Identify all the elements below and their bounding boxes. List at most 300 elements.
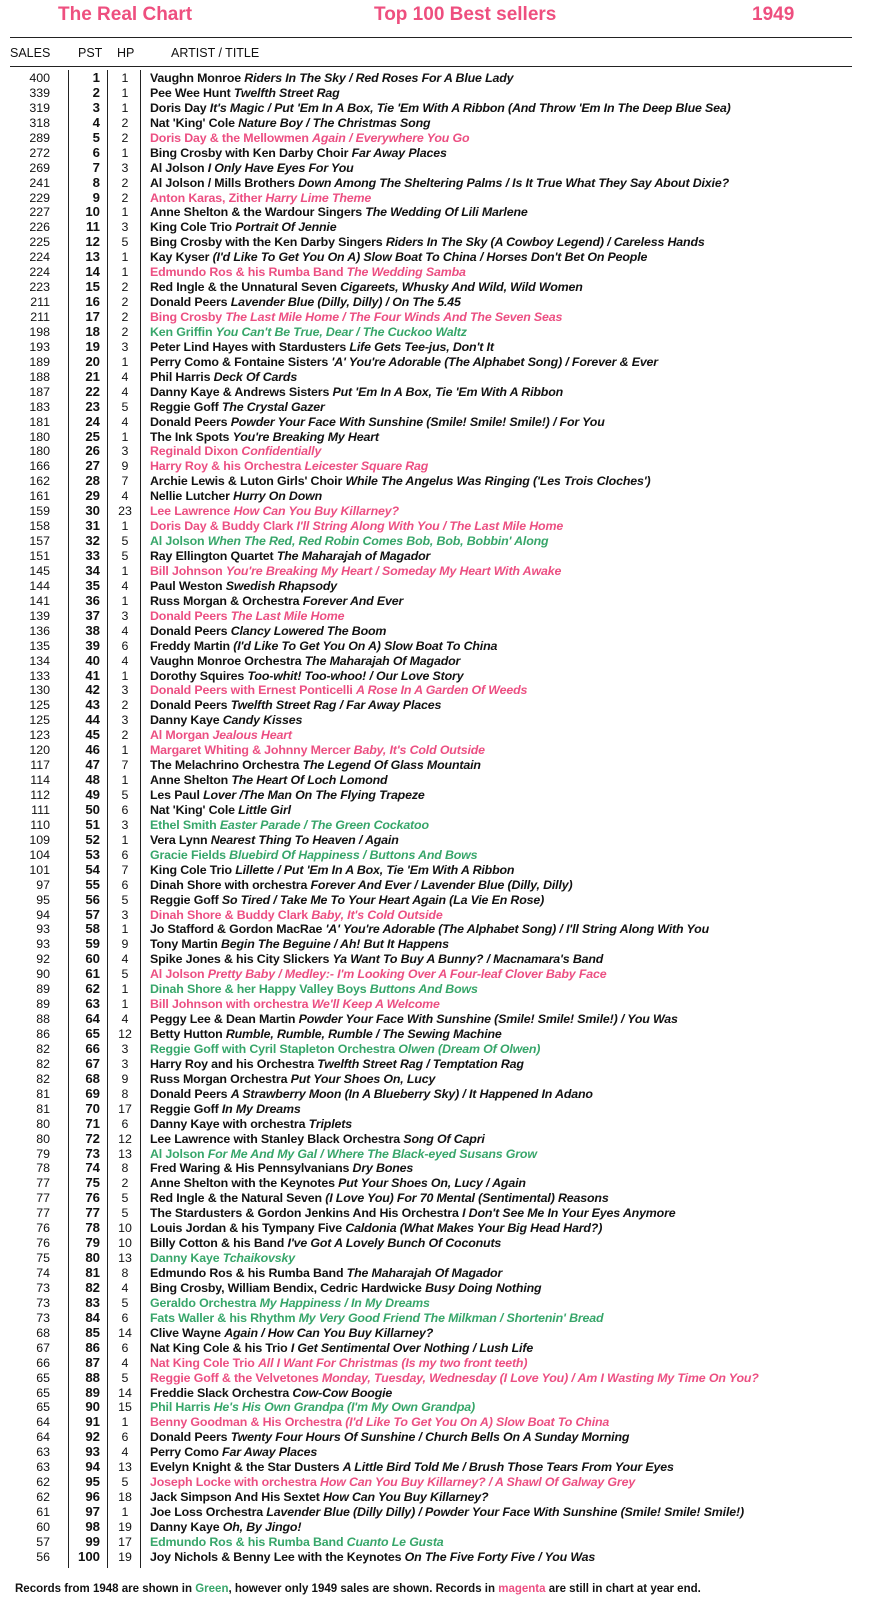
artist-name: Donald Peers with Ernest Ponticelli: [150, 683, 353, 698]
highest-position-cell: 2: [121, 295, 129, 310]
artist-name: King Cole Trio: [150, 220, 232, 235]
song-title: The Wedding Of Lili Marlene: [365, 205, 528, 220]
position-cell: 35: [85, 577, 100, 593]
sales-cell: 77: [36, 1176, 50, 1191]
song-title: Bluebird Of Happiness / Buttons And Bows: [229, 847, 478, 862]
table-row: [0, 1236, 874, 1251]
table-row: [0, 549, 874, 564]
table-row: [0, 1430, 874, 1445]
table-row: [0, 1027, 874, 1042]
position-cell: 97: [85, 1504, 100, 1519]
highest-position-cell: 4: [121, 623, 129, 638]
chart-name: The Real Chart: [58, 4, 193, 25]
highest-position-cell: 2: [121, 1176, 129, 1191]
table-row: [0, 250, 874, 265]
table-row: [0, 400, 874, 415]
table-row: [0, 1251, 874, 1266]
artist-name: Peter Lind Hayes with Stardusters: [150, 339, 347, 354]
table-row: [0, 191, 874, 206]
table-row: [0, 504, 874, 519]
highest-position-cell: 3: [121, 160, 129, 175]
sales-cell: 86: [36, 1027, 50, 1041]
song-title: The Maharajah Of Magador: [304, 653, 461, 668]
artist-name: Jo Stafford & Gordon MacRae: [150, 922, 323, 937]
position-cell: 61: [85, 966, 100, 982]
artist-title-cell: [150, 1221, 602, 1236]
sales-cell: 101: [29, 862, 50, 877]
table-row: [0, 1445, 874, 1460]
table-row: [0, 967, 874, 982]
artist-name: Donald Peers: [150, 698, 228, 713]
highest-position-cell: 6: [121, 1340, 129, 1355]
song-title: Life Gets Tee-jus, Don't It: [349, 339, 494, 354]
artist-title-cell: [150, 833, 399, 848]
position-cell: 63: [85, 996, 100, 1012]
sales-cell: 73: [36, 1280, 50, 1295]
position-cell: 20: [85, 353, 100, 369]
sales-cell: 180: [29, 444, 50, 459]
sales-cell: 82: [36, 1071, 50, 1086]
position-cell: 95: [85, 1474, 100, 1490]
table-row: [0, 385, 874, 400]
song-title: Far Away Places: [351, 145, 447, 160]
song-title: (I'd Like To Get You On A) Slow Boat To China: [345, 1415, 610, 1430]
artist-title-cell: [150, 146, 447, 161]
sales-cell: 81: [36, 1101, 50, 1116]
sales-cell: 65: [36, 1400, 50, 1415]
position-cell: 60: [85, 951, 100, 967]
song-title: A Rose In A Garden Of Weeds: [355, 683, 528, 698]
artist-title-cell: [150, 654, 460, 669]
sales-cell: 114: [30, 773, 50, 788]
table-row: [0, 1371, 874, 1386]
song-title: Pretty Baby / Medley:- I'm Looking Over A Four-leaf Clover Baby Face: [207, 967, 607, 982]
song-title: The Legend Of Glass Mountain: [302, 758, 481, 773]
artist-name: Benny Goodman & His Orchestra: [150, 1415, 342, 1430]
artist-title-cell: [150, 1326, 433, 1341]
artist-title-cell: [150, 1430, 629, 1445]
song-title: The Last Mile Home / The Four Winds And The Seven Seas: [225, 310, 563, 324]
position-cell: 48: [85, 772, 100, 788]
position-cell: 84: [85, 1309, 100, 1325]
artist-title-cell: [150, 1341, 533, 1356]
artist-title-cell: [150, 459, 428, 474]
sales-cell: 117: [30, 758, 50, 773]
table-row: [0, 310, 874, 325]
artist-name: Al Jolson: [150, 160, 205, 175]
sales-cell: 77: [36, 1191, 50, 1206]
artist-title-cell: [150, 922, 709, 937]
table-row: [0, 415, 874, 430]
artist-title-cell: [150, 863, 514, 878]
position-cell: 56: [85, 891, 100, 907]
position-cell: 71: [85, 1115, 100, 1131]
position-cell: 82: [85, 1279, 100, 1295]
sales-cell: 157: [29, 534, 50, 549]
position-cell: 98: [85, 1518, 100, 1534]
table-row: [0, 280, 874, 295]
artist-title-cell: [150, 1057, 524, 1072]
artist-title-cell: [150, 1042, 540, 1057]
song-title: My Very Good Friend The Milkman / Shortenin' Bread: [298, 1310, 604, 1325]
position-cell: 62: [85, 981, 100, 997]
song-title: Forever And Ever: [302, 593, 404, 608]
highest-position-cell: 3: [121, 683, 129, 698]
position-cell: 32: [85, 533, 100, 549]
artist-title-cell: [150, 191, 371, 206]
artist-title-cell: [150, 1132, 485, 1147]
artist-title-cell: [150, 952, 603, 967]
position-cell: 16: [85, 294, 100, 310]
sales-cell: 180: [29, 429, 50, 444]
position-cell: 68: [85, 1070, 100, 1086]
artist-title-cell: [150, 967, 606, 982]
song-title: I've Got A Lovely Bunch Of Coconuts: [287, 1236, 502, 1251]
table-row: [0, 71, 874, 86]
highest-position-cell: 6: [121, 877, 129, 892]
song-title: Riders In The Sky (A Cowboy Legend) / Careless Hands: [385, 235, 705, 250]
table-row: [0, 519, 874, 534]
position-cell: 45: [85, 727, 100, 743]
artist-title-cell: [150, 713, 302, 728]
song-title: You're Breaking My Heart / Someday My Heart With Awake: [225, 563, 562, 578]
highest-position-cell: 3: [121, 1041, 129, 1056]
sales-cell: 223: [29, 280, 50, 295]
artist-title-cell: [150, 1386, 392, 1401]
table-row: [0, 146, 874, 161]
sales-cell: 339: [29, 85, 50, 100]
highest-position-cell: 13: [118, 1460, 132, 1475]
table-row: [0, 698, 874, 713]
position-cell: 17: [85, 309, 100, 324]
highest-position-cell: 3: [121, 817, 129, 832]
position-cell: 34: [85, 562, 100, 578]
artist-title-cell: [150, 86, 340, 101]
song-title: Put 'Em In A Box, Tie 'Em With A Ribbon: [332, 384, 564, 399]
table-row: [0, 683, 874, 698]
artist-title-cell: [150, 295, 461, 310]
sales-cell: 226: [29, 220, 50, 235]
sales-cell: 187: [29, 384, 50, 399]
position-cell: 64: [85, 1011, 100, 1027]
table-row: [0, 1072, 874, 1087]
sales-cell: 183: [29, 399, 50, 414]
highest-position-cell: 1: [121, 563, 129, 578]
sales-cell: 198: [29, 324, 50, 339]
position-cell: 25: [85, 428, 100, 444]
table-row: [0, 743, 874, 758]
highest-position-cell: 19: [118, 1519, 132, 1534]
artist-name: Tony Martin: [150, 937, 218, 952]
artist-name: Reggie Goff: [150, 399, 219, 414]
artist-title-cell: [150, 220, 336, 235]
artist-name: Clive Wayne: [150, 1325, 221, 1340]
song-title: On The Five Forty Five / You Was: [404, 1549, 596, 1564]
highest-position-cell: 15: [118, 1400, 132, 1415]
artist-name: Dinah Shore & Buddy Clark: [150, 907, 309, 922]
song-title: I'll String Along With You / The Last Mile Home: [296, 519, 564, 534]
table-row: [0, 609, 874, 624]
position-cell: 1: [92, 70, 100, 85]
highest-position-cell: 5: [121, 235, 129, 250]
table-row: [0, 579, 874, 594]
highest-position-cell: 9: [121, 937, 129, 952]
song-title: He's His Own Grandpa (I'm My Own Grandpa): [213, 1400, 475, 1415]
artist-title-cell: [150, 355, 658, 370]
artist-title-cell: [150, 1535, 444, 1550]
sales-cell: 77: [36, 1206, 50, 1221]
artist-name: Bing Crosby with the Ken Darby Singers: [150, 235, 383, 250]
position-cell: 92: [85, 1429, 100, 1445]
position-cell: 31: [85, 518, 100, 534]
artist-title-cell: [150, 579, 337, 594]
artist-name: Al Jolson: [150, 534, 205, 549]
table-row: [0, 997, 874, 1012]
artist-name: Nat King Cole Trio: [150, 1355, 255, 1370]
table-row: [0, 1535, 874, 1550]
artist-title-cell: [150, 1475, 635, 1490]
song-title: Oh, By Jingo!: [222, 1519, 302, 1534]
highest-position-cell: 3: [121, 220, 129, 235]
sales-cell: 63: [36, 1445, 50, 1460]
sales-cell: 93: [36, 937, 50, 952]
song-title: (I Love You) For 70 Mental (Sentimental) Reasons: [325, 1191, 609, 1206]
artist-name: Vaughn Monroe Orchestra: [150, 653, 302, 668]
artist-title-cell: [150, 609, 344, 624]
position-cell: 6: [92, 144, 100, 160]
position-cell: 69: [85, 1085, 100, 1101]
artist-title-cell: [150, 1176, 526, 1191]
artist-name: Joseph Locke with orchestra: [150, 1475, 317, 1490]
sales-cell: 81: [36, 1086, 50, 1101]
position-cell: 90: [85, 1399, 100, 1415]
sales-cell: 141: [29, 593, 50, 608]
sales-cell: 62: [36, 1475, 50, 1490]
highest-position-cell: 4: [121, 1355, 129, 1370]
song-title: Cuanto Le Gusta: [346, 1534, 444, 1549]
artist-title-cell: [150, 1281, 541, 1296]
table-row: [0, 893, 874, 908]
artist-title-cell: [150, 385, 563, 400]
position-cell: 77: [85, 1205, 100, 1221]
highest-position-cell: 14: [118, 1325, 132, 1340]
highest-position-cell: 1: [121, 832, 129, 847]
highest-position-cell: 17: [118, 1101, 132, 1116]
highest-position-cell: 2: [121, 280, 129, 295]
highest-position-cell: 1: [121, 145, 129, 160]
artist-title-cell: [150, 549, 430, 564]
position-cell: 74: [85, 1160, 100, 1176]
song-title: Hurry On Down: [233, 489, 323, 504]
artist-name: Danny Kaye: [150, 713, 220, 728]
sales-cell: 92: [36, 952, 50, 967]
song-title: Again / Everywhere You Go: [312, 130, 470, 145]
artist-title-cell: [150, 116, 430, 131]
song-title: Down Among The Sheltering Palms / Is It True What They Say About Dixie?: [298, 175, 729, 190]
sales-cell: 125: [29, 713, 50, 728]
table-row: [0, 594, 874, 609]
artist-title-cell: [150, 1311, 603, 1326]
table-row: [0, 534, 874, 549]
position-cell: 3: [92, 99, 100, 115]
song-title: All I Want For Christmas (Is my two front teeth): [258, 1355, 528, 1370]
highest-position-cell: 10: [118, 1221, 132, 1236]
position-cell: 10: [85, 204, 100, 220]
position-cell: 5: [92, 129, 100, 145]
table-row: [0, 444, 874, 459]
table-row: [0, 922, 874, 937]
highest-position-cell: 12: [118, 1131, 132, 1146]
sales-cell: 318: [29, 115, 50, 130]
highest-position-cell: 1: [121, 429, 129, 444]
table-row: [0, 654, 874, 669]
artist-title-cell: [150, 1102, 301, 1117]
table-row: [0, 639, 874, 654]
position-cell: 52: [85, 831, 100, 847]
artist-title-cell: [150, 908, 443, 923]
artist-name: Reggie Goff: [150, 892, 219, 907]
artist-name: Les Paul: [150, 788, 200, 802]
sales-cell: 63: [36, 1460, 50, 1475]
highest-position-cell: 1: [121, 265, 129, 280]
song-title: How Can You Buy Killarney?: [323, 1490, 489, 1505]
song-title: (I'd Like To Get You On A) Slow Boat To China: [233, 638, 498, 653]
song-title: I Don't See Me In Your Eyes Anymore: [462, 1206, 676, 1221]
position-cell: 7: [92, 159, 100, 175]
column-rule: [10, 66, 852, 67]
table-row: [0, 265, 874, 280]
artist-title-cell: [150, 743, 485, 758]
sales-cell: 161: [29, 489, 50, 504]
highest-position-cell: 10: [118, 1236, 132, 1251]
sales-cell: 78: [36, 1161, 50, 1176]
artist-name: Edmundo Ros & his Rumba Band: [150, 1534, 344, 1549]
song-title: A Strawberry Moon (In A Blueberry Sky) / It Happened In Adano: [230, 1086, 593, 1101]
sales-cell: 188: [29, 369, 50, 384]
artist-title-cell: [150, 1505, 744, 1520]
position-cell: 67: [85, 1055, 100, 1071]
artist-title-cell: [150, 1191, 609, 1206]
highest-position-cell: 19: [118, 1549, 132, 1564]
table-row: [0, 669, 874, 684]
table-row: [0, 176, 874, 191]
artist-name: Jack Simpson And His Sextet: [150, 1490, 320, 1505]
artist-name: Edmundo Ros & his Rumba Band: [150, 265, 344, 280]
artist-name: Reggie Goff with Cyril Stapleton Orchestra: [150, 1041, 395, 1056]
highest-position-cell: 4: [121, 653, 129, 668]
sales-cell: 136: [29, 623, 50, 638]
sales-cell: 134: [29, 653, 50, 668]
artist-name: Russ Morgan Orchestra: [150, 1071, 288, 1086]
artist-title-cell: [150, 1415, 609, 1430]
song-title: Jealous Heart: [212, 728, 292, 743]
position-cell: 81: [85, 1265, 100, 1280]
position-cell: 22: [85, 383, 100, 399]
song-title: While The Angelus Was Ringing ('Les Trois Cloches'): [345, 474, 651, 489]
position-cell: 26: [85, 443, 100, 459]
artist-title-cell: [150, 997, 440, 1012]
table-row: [0, 833, 874, 848]
highest-position-cell: 5: [121, 1475, 129, 1490]
artist-name: Margaret Whiting & Johnny Mercer: [150, 743, 351, 758]
highest-position-cell: 4: [121, 489, 129, 504]
artist-title-cell: [150, 1550, 595, 1565]
artist-name: Joe Loss Orchestra: [150, 1505, 263, 1519]
artist-title-cell: [150, 773, 387, 788]
artist-title-cell: [150, 1520, 301, 1535]
table-row: [0, 474, 874, 489]
highest-position-cell: 5: [121, 399, 129, 414]
song-title: Dry Bones: [352, 1161, 414, 1176]
highest-position-cell: 6: [121, 802, 129, 817]
song-title: Monday, Tuesday, Wednesday (I Love You) / Am I Wasting My Time On You?: [321, 1370, 759, 1385]
song-title: Buttons And Bows: [369, 982, 478, 997]
song-title: Cigareets, Whusky And Wild, Wild Women: [340, 280, 583, 295]
artist-title-cell: [150, 1117, 352, 1132]
artist-name: Pee Wee Hunt: [150, 85, 231, 100]
table-row: [0, 564, 874, 579]
sales-cell: 89: [36, 982, 50, 997]
artist-title-cell: [150, 982, 478, 997]
highest-position-cell: 2: [121, 728, 129, 743]
artist-title-cell: [150, 400, 325, 415]
artist-title-cell: [150, 1161, 413, 1176]
song-title: Clancy Lowered The Boom: [230, 623, 387, 638]
artist-title-cell: [150, 474, 651, 489]
sales-cell: 94: [36, 907, 50, 922]
artist-title-cell: [150, 1445, 317, 1460]
sales-cell: 73: [36, 1295, 50, 1310]
artist-title-cell: [150, 1266, 502, 1281]
sales-cell: 73: [36, 1310, 50, 1325]
table-row: [0, 758, 874, 773]
artist-name: Harry Roy & his Orchestra: [150, 459, 302, 474]
artist-name: Reginald Dixon: [150, 444, 239, 459]
sales-cell: 224: [29, 265, 50, 280]
footer-magenta-word: magenta: [498, 1583, 546, 1595]
sales-cell: 82: [36, 1041, 50, 1056]
artist-title-cell: [150, 1490, 488, 1505]
artist-name: Danny Kaye & Andrews Sisters: [150, 384, 330, 399]
table-row: [0, 728, 874, 743]
song-title: Little Girl: [238, 802, 291, 817]
table-row: [0, 1386, 874, 1401]
artist-name: Nellie Lutcher: [150, 489, 230, 504]
col-artist-title: ARTIST / TITLE: [171, 46, 260, 60]
table-row: [0, 1012, 874, 1027]
table-row: [0, 1505, 874, 1520]
highest-position-cell: 1: [121, 743, 129, 758]
sales-cell: 76: [36, 1221, 50, 1236]
highest-position-cell: 1: [121, 593, 129, 608]
position-cell: 76: [85, 1190, 100, 1206]
artist-title-cell: [150, 669, 463, 684]
table-row: [0, 1266, 874, 1281]
artist-name: Bing Crosby, William Bendix, Cedric Hardwicke: [150, 1280, 422, 1295]
artist-name: Al Jolson: [150, 967, 205, 982]
song-title: The Wedding Samba: [346, 265, 466, 280]
artist-name: Evelyn Knight & the Star Dusters: [150, 1460, 340, 1475]
artist-name: Spike Jones & his City Slickers: [150, 952, 330, 967]
artist-title-cell: [150, 683, 527, 698]
artist-name: Perry Como: [150, 1445, 219, 1460]
sales-cell: 90: [36, 967, 50, 982]
position-cell: 47: [85, 757, 100, 773]
highest-position-cell: 5: [121, 788, 129, 802]
position-cell: 23: [85, 398, 100, 414]
position-cell: 85: [85, 1324, 100, 1340]
highest-position-cell: 23: [118, 504, 132, 519]
